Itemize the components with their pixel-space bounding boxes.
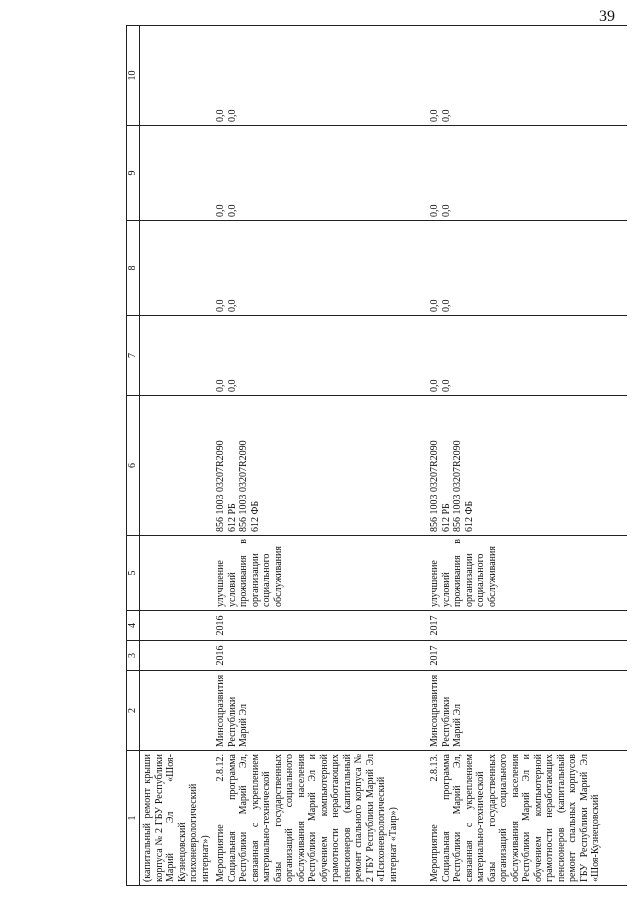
header-cell: 3 (127, 641, 140, 671)
value-cell-10 (140, 26, 214, 126)
activity-cell: Мероприятие 2.8.12. Социальная программа Республики Марий Эл, связанная с укреплением материально-технической базы государственных организаций социального обслуживания населения Республики Марий Эл и обучением компьютерной грамотности неработающих пенсионеров (капитальный ремонт спального корпуса № 2 ГБУ Республики Марий Эл «Психоневрологический интернат «Таир») (213, 751, 427, 886)
executor-cell: Минсоцразвития Республики Марий Эл (427, 671, 627, 751)
table-row (213, 26, 427, 886)
header-cell: 7 (127, 316, 140, 396)
result-cell: улучшение условий проживания в организации социального обслуживания (427, 536, 627, 611)
table-row (140, 26, 214, 886)
result-cell: улучшение условий проживания в организации социального обслуживания (213, 536, 427, 611)
header-cell: 2 (127, 671, 140, 751)
value-cell-10: 0,0 0,0 (213, 26, 427, 126)
activity-cell: Мероприятие 2.8.13. Социальная программа Республики Марий Эл, связанная с укреплением материально-технической базы государственных организаций социального обслуживания населения Республики Марий Эл и обучением компьютерной грамотности неработающих пенсионеров (капитальный ремонт спальных корпусов ГБУ Республики Марий Эл «Шоя-Кузнецовский (427, 751, 627, 886)
value-cell-9: 0,0 0,0 (427, 126, 627, 221)
value-cell-8: 0,0 0,0 (213, 221, 427, 316)
result-cell (140, 536, 214, 611)
start-year-cell: 2017 (427, 641, 627, 671)
executor-cell (140, 671, 214, 751)
value-cell-7 (140, 316, 214, 396)
header-cell: 9 (127, 126, 140, 221)
value-cell-9: 0,0 0,0 (213, 126, 427, 221)
start-year-cell: 2016 (213, 641, 427, 671)
header-cell: 4 (127, 611, 140, 641)
value-cell-8 (140, 221, 214, 316)
header-cell: 5 (127, 536, 140, 611)
table-row (427, 26, 627, 886)
header-cell: 1 (127, 751, 140, 886)
budget-code-cell: 856 1003 03207R2090 612 РБ 856 1003 03207R2090 612 ФБ (427, 396, 627, 536)
end-year-cell (140, 611, 214, 641)
executor-cell: Минсоцразвития Республики Марий Эл (213, 671, 427, 751)
end-year-cell: 2017 (427, 611, 627, 641)
value-cell-7: 0,0 0,0 (213, 316, 427, 396)
header-cell: 10 (127, 26, 140, 126)
end-year-cell: 2016 (213, 611, 427, 641)
value-cell-10: 0,0 0,0 (427, 26, 627, 126)
value-cell-8: 0,0 0,0 (427, 221, 627, 316)
program-table (126, 25, 627, 886)
value-cell-7: 0,0 0,0 (427, 316, 627, 396)
header-row (127, 26, 140, 886)
header-cell: 6 (127, 396, 140, 536)
activity-cell: (капитальный ремонт крыши корпуса № 2 ГБУ Республики Марий Эл «Шоя-Кузнецовский психоневрологический интернат») (140, 751, 214, 886)
rotated-table-container (126, 26, 626, 886)
start-year-cell (140, 641, 214, 671)
budget-code-cell (140, 396, 214, 536)
header-cell: 8 (127, 221, 140, 316)
budget-code-cell: 856 1003 03207R2090 612 РБ 856 1003 03207R2090 612 ФБ (213, 396, 427, 536)
page-number: 39 (599, 8, 615, 25)
value-cell-9 (140, 126, 214, 221)
